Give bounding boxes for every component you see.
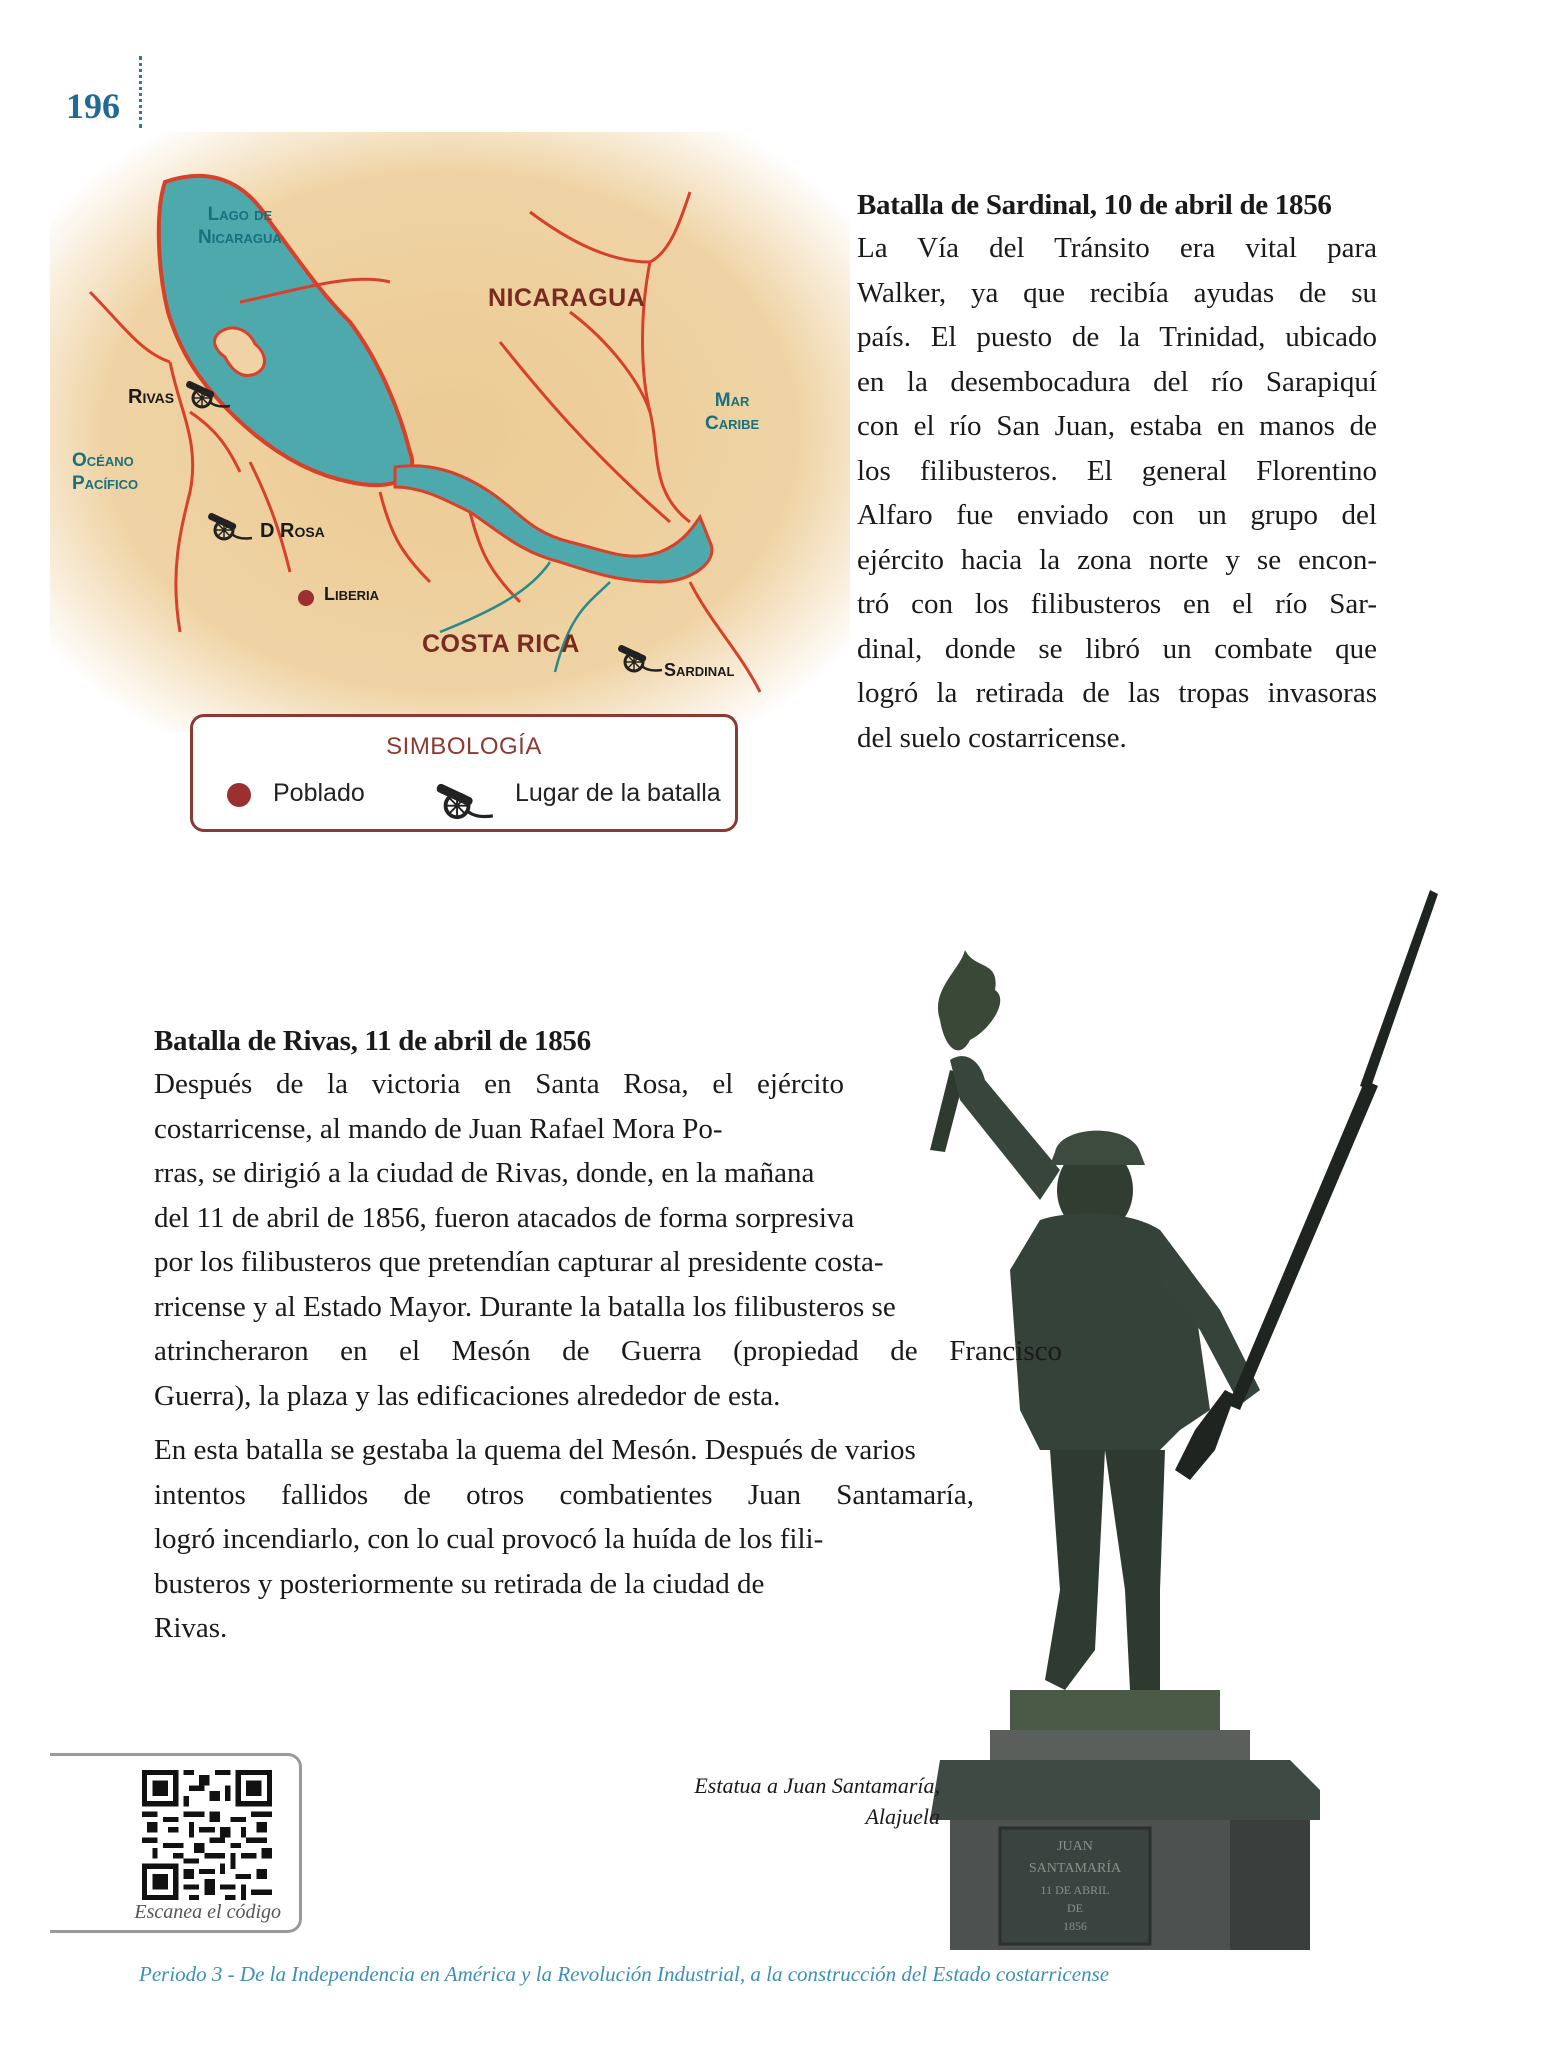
label-pacific-line2: Pacífico bbox=[72, 472, 139, 494]
text-line: los filibusteros. El general Florentino bbox=[857, 454, 1377, 487]
label-lake-line2: Nicaragua bbox=[198, 226, 282, 248]
text-line: dinal, donde se libró un combate que bbox=[857, 632, 1377, 665]
label-lake bbox=[198, 204, 282, 250]
text-line: atrincheraron en el Mesón de Guerra (propiedad de Francisco bbox=[154, 1335, 1062, 1367]
section-heading-sardinal: Batalla de Sardinal, 10 de abril de 1856 bbox=[857, 189, 1332, 221]
cannon-icon bbox=[186, 374, 232, 410]
text-line: Walker, ya que recibía ayudas de su bbox=[857, 276, 1377, 309]
cannon-icon bbox=[433, 775, 499, 821]
rivas-paragraph-1 bbox=[154, 1062, 1062, 1418]
historical-map bbox=[50, 132, 850, 732]
text-line: En esta batalla se gestaba la quema del Mesón. Después de varios bbox=[154, 1434, 916, 1466]
label-pacific bbox=[72, 450, 138, 496]
text-line: del suelo costarricense. bbox=[857, 721, 1127, 754]
section-heading-rivas: Batalla de Rivas, 11 de abril de 1856 bbox=[154, 1025, 591, 1057]
label-lake-line1: Lago de bbox=[207, 204, 273, 225]
label-pacific-line1: Océano bbox=[72, 450, 134, 471]
town-dot-icon bbox=[298, 590, 314, 606]
text-line: costarricense, al mando de Juan Rafael Mora Po- bbox=[154, 1112, 723, 1145]
text-line: Alfaro fue enviado con un grupo del bbox=[857, 499, 1377, 531]
text-line: rricense y al Estado Mayor. Durante la batalla los filibusteros se bbox=[154, 1290, 896, 1323]
cannon-icon bbox=[618, 638, 664, 674]
cannon-icon bbox=[208, 506, 254, 542]
sardinal-paragraph bbox=[857, 226, 1377, 760]
label-sardinal: Sardinal bbox=[664, 660, 735, 680]
label-caribbean bbox=[705, 390, 759, 436]
plaque-line-3: 11 DE ABRIL bbox=[1040, 1883, 1110, 1897]
plaque-line-5: 1856 bbox=[1063, 1919, 1087, 1933]
text-line: con el río San Juan, estaba en manos de bbox=[857, 410, 1377, 442]
text-line: intentos fallidos de otros combatientes Juan Santamaría, bbox=[154, 1478, 974, 1511]
text-line: Rivas. bbox=[154, 1612, 228, 1644]
rivas-paragraph-2 bbox=[154, 1428, 1044, 1651]
section-rivas bbox=[154, 1020, 1062, 1651]
qr-code-icon[interactable] bbox=[142, 1770, 272, 1900]
plaque-line-4: DE bbox=[1067, 1901, 1083, 1915]
label-caribbean-line2: Caribe bbox=[705, 412, 760, 434]
page-footer: Periodo 3 - De la Independencia en América y la Revolución Industrial, a la construcción del Estado costarricense bbox=[139, 1962, 1110, 1986]
text-line: tró con los filibusteros en el río Sar- bbox=[857, 588, 1377, 620]
label-liberia: Liberia bbox=[324, 584, 380, 604]
page-number-divider bbox=[139, 56, 142, 128]
legend-title: SIMBOLOGÍA bbox=[386, 733, 542, 760]
label-nicaragua: NICARAGUA bbox=[488, 284, 646, 312]
legend-label-battle: Lugar de la batalla bbox=[515, 779, 721, 807]
text-line: logró la retirada de las tropas invasoras bbox=[857, 677, 1377, 709]
section-sardinal bbox=[857, 184, 1377, 760]
qr-caption: Escanea el código bbox=[134, 1901, 281, 1923]
text-line: La Vía del Tránsito era vital para bbox=[857, 232, 1377, 264]
legend-label-town: Poblado bbox=[273, 779, 365, 807]
plaque-line-2: SANTAMARÍA bbox=[1028, 1861, 1122, 1876]
text-line: por los filibusteros que pretendían capturar al presidente costa- bbox=[154, 1246, 884, 1278]
text-line: Después de la victoria en Santa Rosa, el ejército bbox=[154, 1068, 844, 1100]
text-line: país. El puesto de la Trinidad, ubicado bbox=[857, 321, 1377, 353]
plaque-line-1: JUAN bbox=[1057, 1839, 1093, 1854]
text-line: ejército hacia la zona norte y se encon- bbox=[857, 543, 1377, 576]
page-number: 196 bbox=[66, 86, 120, 126]
caption-line-2: Alajuela bbox=[865, 1804, 940, 1829]
text-line: rras, se dirigió a la ciudad de Rivas, donde, en la mañana bbox=[154, 1157, 815, 1189]
label-caribbean-line1: Mar bbox=[714, 390, 750, 411]
town-dot-icon bbox=[227, 783, 251, 807]
text-line: busteros y posteriormente su retirada de la ciudad de bbox=[154, 1567, 765, 1600]
qr-code-panel bbox=[50, 1753, 302, 1933]
label-santa-rosa: D Rosa bbox=[260, 520, 325, 542]
text-line: Guerra), la plaza y las edificaciones alrededor de esta. bbox=[154, 1379, 781, 1412]
label-rivas: Rivas bbox=[128, 386, 175, 408]
label-costa-rica: COSTA RICA bbox=[422, 630, 580, 658]
text-line: en la desembocadura del río Sarapiquí bbox=[857, 365, 1377, 398]
caption-line-1: Estatua a Juan Santamaría, bbox=[694, 1773, 940, 1798]
statue-caption bbox=[694, 1770, 940, 1832]
text-line: logró incendiarlo, con lo cual provocó la huída de los fili- bbox=[154, 1523, 824, 1555]
text-line: del 11 de abril de 1856, fueron atacados de forma sorpresiva bbox=[154, 1201, 855, 1234]
map-legend bbox=[190, 714, 738, 832]
